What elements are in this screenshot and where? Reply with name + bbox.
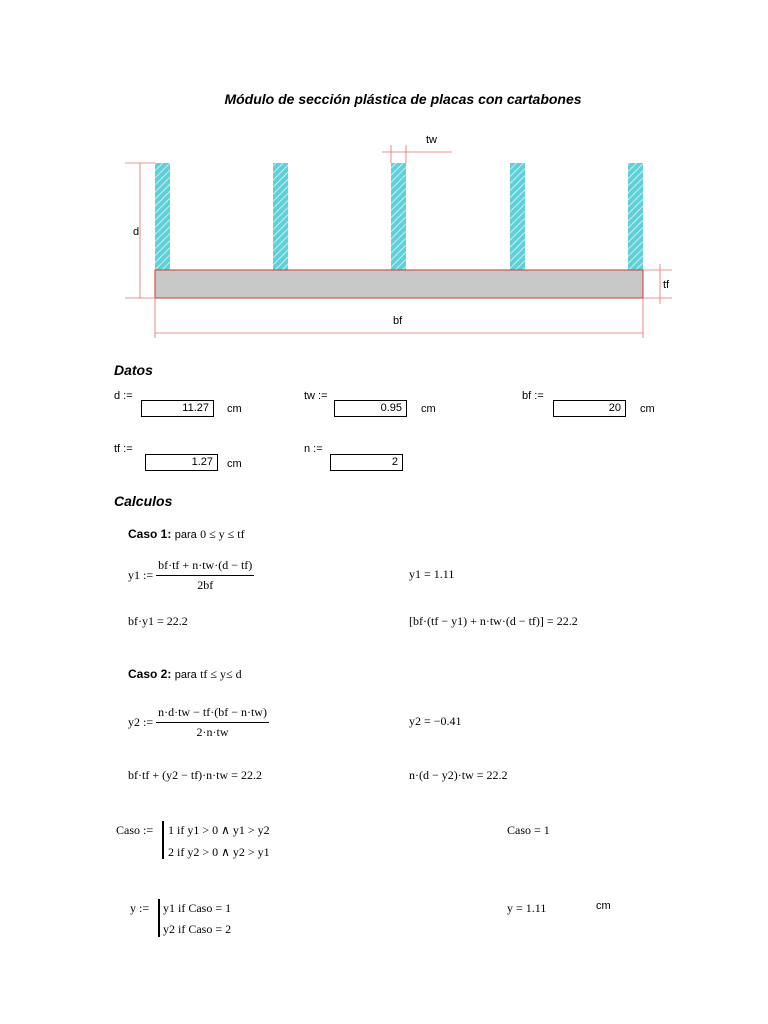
y-line1: y1 if Caso = 1 bbox=[163, 901, 232, 915]
field-d-unit: cm bbox=[227, 403, 242, 415]
y2-result: y2 = −0.41 bbox=[409, 714, 462, 728]
y2-denominator: 2·n·tw bbox=[196, 725, 229, 739]
caso2-title: Caso 2: bbox=[128, 667, 172, 681]
y-result: y = 1.11 bbox=[507, 901, 547, 915]
y-line2: y2 if Caso = 2 bbox=[163, 922, 232, 936]
y-unit: cm bbox=[596, 900, 611, 912]
section-diagram bbox=[0, 0, 768, 360]
caso2-heading bbox=[128, 667, 242, 682]
caso1-check-left: bf·y1 = 22.2 bbox=[128, 614, 188, 628]
caso1-range: 0 ≤ y ≤ tf bbox=[200, 527, 245, 541]
y2-fraction bbox=[156, 705, 269, 740]
caso2-range: tf ≤ y≤ d bbox=[200, 667, 242, 681]
caso-bracket bbox=[162, 821, 164, 859]
y2-numerator: n·d·tw − tf·(bf − n·tw) bbox=[156, 705, 269, 723]
calculos-heading: Calculos bbox=[114, 493, 173, 509]
rib-2 bbox=[273, 163, 288, 271]
y2-lhs: y2 := bbox=[128, 715, 154, 729]
rib-4 bbox=[510, 163, 525, 271]
y1-fraction bbox=[156, 558, 254, 593]
field-tf-label: tf := bbox=[114, 443, 133, 455]
caso-line1: 1 if y1 > 0 ∧ y1 > y2 bbox=[168, 823, 270, 837]
y-bracket bbox=[158, 899, 160, 937]
field-n-label: n := bbox=[304, 443, 323, 455]
y1-lhs: y1 := bbox=[128, 568, 154, 582]
caso2-check-right: n·(d − y2)·tw = 22.2 bbox=[409, 768, 508, 782]
caso-result: Caso = 1 bbox=[507, 823, 550, 837]
caso2-para: para bbox=[174, 669, 197, 681]
caso2-check-left: bf·tf + (y2 − tf)·n·tw = 22.2 bbox=[128, 768, 262, 782]
y-lhs: y := bbox=[130, 901, 150, 915]
field-tw-unit: cm bbox=[421, 403, 436, 415]
field-bf-input[interactable]: 20 bbox=[553, 400, 626, 417]
field-bf-label: bf := bbox=[522, 390, 544, 402]
flange-plate bbox=[155, 270, 643, 298]
page-title: Módulo de sección plástica de placas con cartabones bbox=[224, 91, 582, 107]
field-d-label: d := bbox=[114, 390, 133, 402]
field-tf-unit: cm bbox=[227, 458, 242, 470]
caso1-check-right: [bf·(tf − y1) + n·tw·(d − tf)] = 22.2 bbox=[409, 614, 578, 628]
field-d-input[interactable]: 11.27 bbox=[141, 400, 214, 417]
caso-line2: 2 if y2 > 0 ∧ y2 > y1 bbox=[168, 845, 270, 859]
dim-label-bf: bf bbox=[393, 315, 403, 327]
y1-result: y1 = 1.11 bbox=[409, 567, 455, 581]
rib-5 bbox=[628, 163, 643, 271]
dim-label-tf: tf bbox=[663, 279, 670, 291]
field-n-input[interactable]: 2 bbox=[330, 454, 403, 471]
field-tw-input[interactable]: 0.95 bbox=[334, 400, 407, 417]
caso1-title: Caso 1: bbox=[128, 527, 172, 541]
y1-numerator: bf·tf + n·tw·(d − tf) bbox=[156, 558, 254, 576]
y1-definition bbox=[128, 558, 254, 593]
dim-label-d: d bbox=[133, 226, 140, 238]
dim-label-tw: tw bbox=[426, 134, 437, 146]
y1-denominator: 2bf bbox=[197, 578, 214, 592]
y2-definition bbox=[128, 705, 269, 740]
field-bf-unit: cm bbox=[640, 403, 655, 415]
rib-1 bbox=[155, 163, 170, 271]
datos-heading: Datos bbox=[114, 362, 153, 378]
caso1-heading bbox=[128, 527, 245, 542]
caso-lhs: Caso := bbox=[116, 823, 154, 837]
caso1-para: para bbox=[174, 529, 197, 541]
field-tw-label: tw := bbox=[304, 390, 328, 402]
rib-3 bbox=[391, 163, 406, 271]
field-tf-input[interactable]: 1.27 bbox=[145, 454, 218, 471]
